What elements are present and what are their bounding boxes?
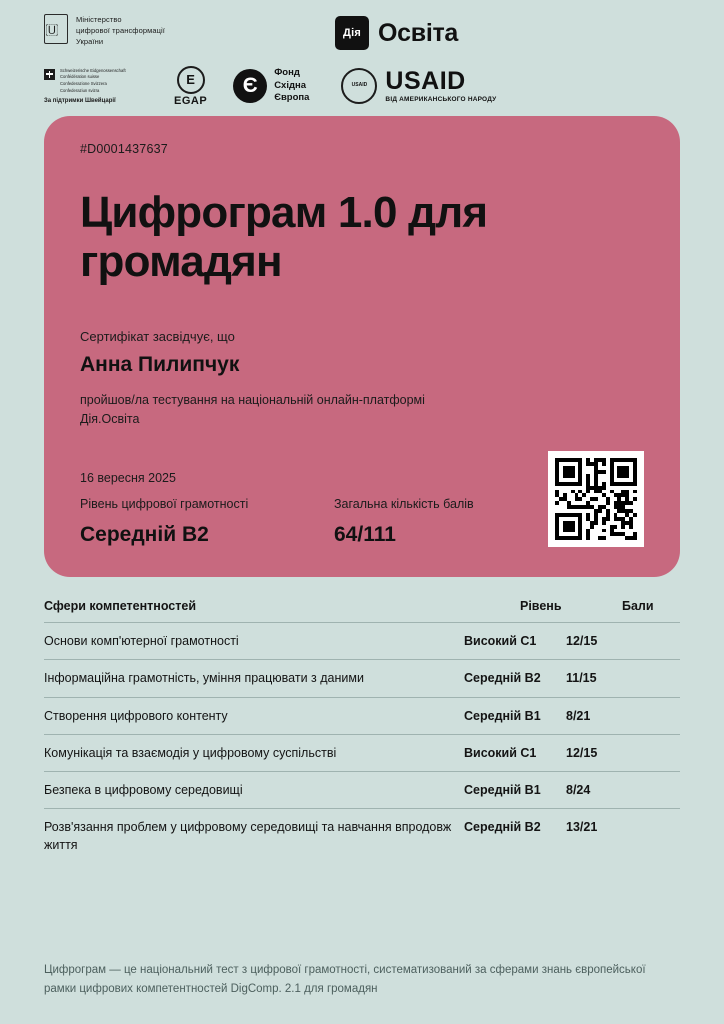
cell-score: 11/15 [566,671,597,686]
swiss-cross-icon [44,69,55,80]
cell-score: 13/21 [566,819,598,834]
swiss-line-1: Schweizerische Eidgenossenschaft [60,67,126,73]
usaid-wordmark: USAID [385,67,466,95]
usaid-seal-icon: USAID [341,68,377,104]
cell-level: Середній B2 [464,671,541,686]
fse-mark-icon: Є [233,69,267,103]
diia-osvita-logo [335,14,458,50]
cell-area: Створення цифрового контенту [44,708,228,723]
table-row [44,772,680,809]
table-header-row [44,599,680,623]
level-label: Рівень цифрової грамотності [80,497,249,512]
qr-code-grid [555,458,637,540]
cell-area: Інформаційна грамотність, уміння працювати з даними [44,671,364,686]
table-row [44,735,680,772]
table-body [44,623,680,863]
ministry-line-2: цифрової трансформації [76,25,165,35]
ministry-logo [44,14,165,48]
east-europe-foundation-logo [233,67,309,105]
cell-area: Розв'язання проблем у цифровому середовищі та навчання впродовж життя [44,819,452,853]
table-row [44,623,680,660]
competence-table [44,599,680,863]
ministry-line-1: Міністерство [76,15,122,24]
usaid-tagline: ВІД АМЕРИКАНСЬКОГО НАРОДУ [385,96,497,103]
swiss-line-4: Confederaziun svizra [60,87,100,93]
table-row [44,660,680,697]
cell-level: Середній B1 [464,708,541,723]
header-score: Бали [622,599,654,614]
page-header [0,0,724,56]
swiss-confederation-logo [44,68,148,105]
header-area: Сфери компетентностей [44,599,197,614]
certificate-title: Цифрограм 1.0 для громадян [80,188,488,287]
ministry-line-3: України [76,36,104,46]
qr-code[interactable] [548,451,644,547]
ministry-name [76,14,165,48]
header-level: Рівень [520,599,562,614]
cell-level: Високий C1 [464,634,537,649]
cell-area: Основи комп'ютерної грамотності [44,634,239,649]
cell-level: Високий C1 [464,745,537,760]
trident-icon [44,14,68,44]
egap-mark-icon: E [177,66,205,94]
cell-area: Комунікація та взаємодія у цифровому суспільстві [44,745,337,760]
trident-glyph: 🇺 [45,20,67,38]
fse-line-2: Східна [274,79,307,91]
certificate-holder-name: Анна Пилипчук [80,352,240,376]
certificate-id: #D0001437637 [80,142,168,156]
partner-logos [0,56,724,108]
diia-badge-icon: Дія [335,16,369,50]
swiss-caption: За підтримки Швейцарії [44,98,116,105]
cell-level: Середній B2 [464,819,541,834]
swiss-line-3: Confederazione Svizzera [60,81,107,86]
level-value: Середній B2 [80,523,209,547]
cell-score: 8/24 [566,782,591,797]
certificate-card [44,116,680,577]
usaid-logo [341,68,496,104]
cell-level: Середній B1 [464,782,541,797]
certificate-attest-text: Сертифікат засвідчує, що [80,328,235,344]
table-row [44,698,680,735]
cell-area: Безпека в цифровому середовищі [44,782,243,797]
cell-score: 12/15 [566,745,598,760]
score-label: Загальна кількість балів [334,497,474,512]
cell-score: 8/21 [566,708,591,723]
fse-line-3: Європа [274,92,310,104]
egap-logo [174,66,207,107]
fse-line-1: Фонд [274,66,300,78]
cell-score: 12/15 [566,634,598,649]
brand-title: Освіта [378,18,459,47]
certificate-date: 16 вересня 2025 [80,471,176,486]
egap-text: EGAP [174,94,208,107]
footer-note: Цифрограм — це національний тест з цифрової грамотності, систематизований за сферами знань європейської рамки цифрових компетентностей DigComp. 2.1 для громадян [44,964,646,995]
table-row [44,809,680,863]
swiss-line-2: Confédération suisse [60,74,100,80]
certificate-description: пройшов/ла тестування на національній онлайн-платформі Дія.Освіта [80,392,425,426]
score-value: 64/111 [334,523,396,547]
